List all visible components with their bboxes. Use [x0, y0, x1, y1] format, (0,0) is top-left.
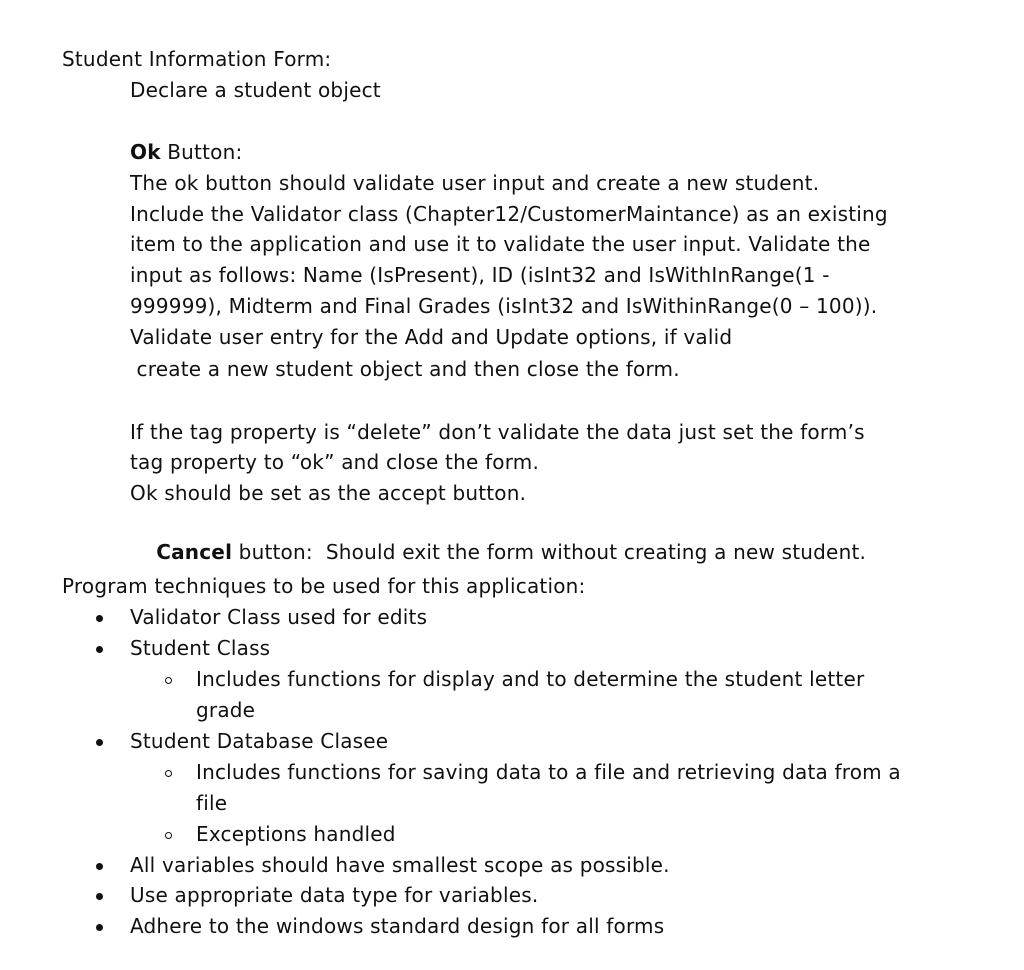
list-item: Student Database Clasee [130, 729, 389, 753]
circle-bullet-icon [165, 677, 172, 684]
delete-paragraph-line: tag property to “ok” and close the form. [130, 450, 540, 474]
sub-list-item: Exceptions handled [196, 822, 396, 846]
ok-paragraph-line: create a new student object and then close the form. [130, 357, 680, 381]
cancel-rest: button: Should exit the form without creating a new student. [232, 540, 867, 564]
list-item: All variables should have smallest scope as possible. [130, 853, 670, 877]
delete-paragraph-line: If the tag property is “delete” don’t validate the data just set the form’s [130, 420, 865, 444]
ok-paragraph-line: item to the application and use it to validate the user input. Validate the [130, 232, 871, 256]
sub-list-item: Includes functions for saving data to a file and retrieving data from a [196, 760, 901, 784]
techniques-heading: Program techniques to be used for this application: [62, 574, 586, 598]
sub-list-item-cont: grade [196, 698, 256, 722]
circle-bullet-icon [165, 770, 172, 777]
bullet-icon [96, 615, 103, 622]
ok-heading-bold: Ok [130, 140, 161, 164]
bullet-icon [96, 646, 103, 653]
sub-list-item: Includes functions for display and to determine the student letter [196, 667, 865, 691]
ok-paragraph-line: input as follows: Name (IsPresent), ID (isInt32 and IsWithInRange(1 - [130, 263, 830, 287]
bullet-icon [96, 739, 103, 746]
ok-paragraph-line: Validate user entry for the Add and Update options, if valid [130, 325, 733, 349]
list-item: Adhere to the windows standard design for all forms [130, 914, 665, 938]
circle-bullet-icon [165, 832, 172, 839]
cancel-bold: Cancel [156, 540, 233, 564]
ok-paragraph-line: Include the Validator class (Chapter12/CustomerMaintance) as an existing [130, 202, 888, 226]
list-item: Use appropriate data type for variables. [130, 883, 539, 907]
list-item: Validator Class used for edits [130, 605, 428, 629]
declare-line: Declare a student object [130, 78, 381, 102]
bullet-icon [96, 863, 103, 870]
sub-list-item-cont: file [196, 791, 228, 815]
list-item: Student Class [130, 636, 271, 660]
ok-heading-rest: Button: [160, 140, 243, 164]
bullet-icon [96, 924, 103, 931]
form-heading: Student Information Form: [62, 47, 332, 71]
ok-heading [130, 138, 242, 166]
delete-paragraph-line: Ok should be set as the accept button. [130, 481, 527, 505]
bullet-icon [96, 893, 103, 900]
ok-paragraph-line: The ok button should validate user input and create a new student. [130, 171, 820, 195]
ok-paragraph-line: 999999), Midterm and Final Grades (isInt32 and IsWithinRange(0 – 100)). [130, 294, 878, 318]
